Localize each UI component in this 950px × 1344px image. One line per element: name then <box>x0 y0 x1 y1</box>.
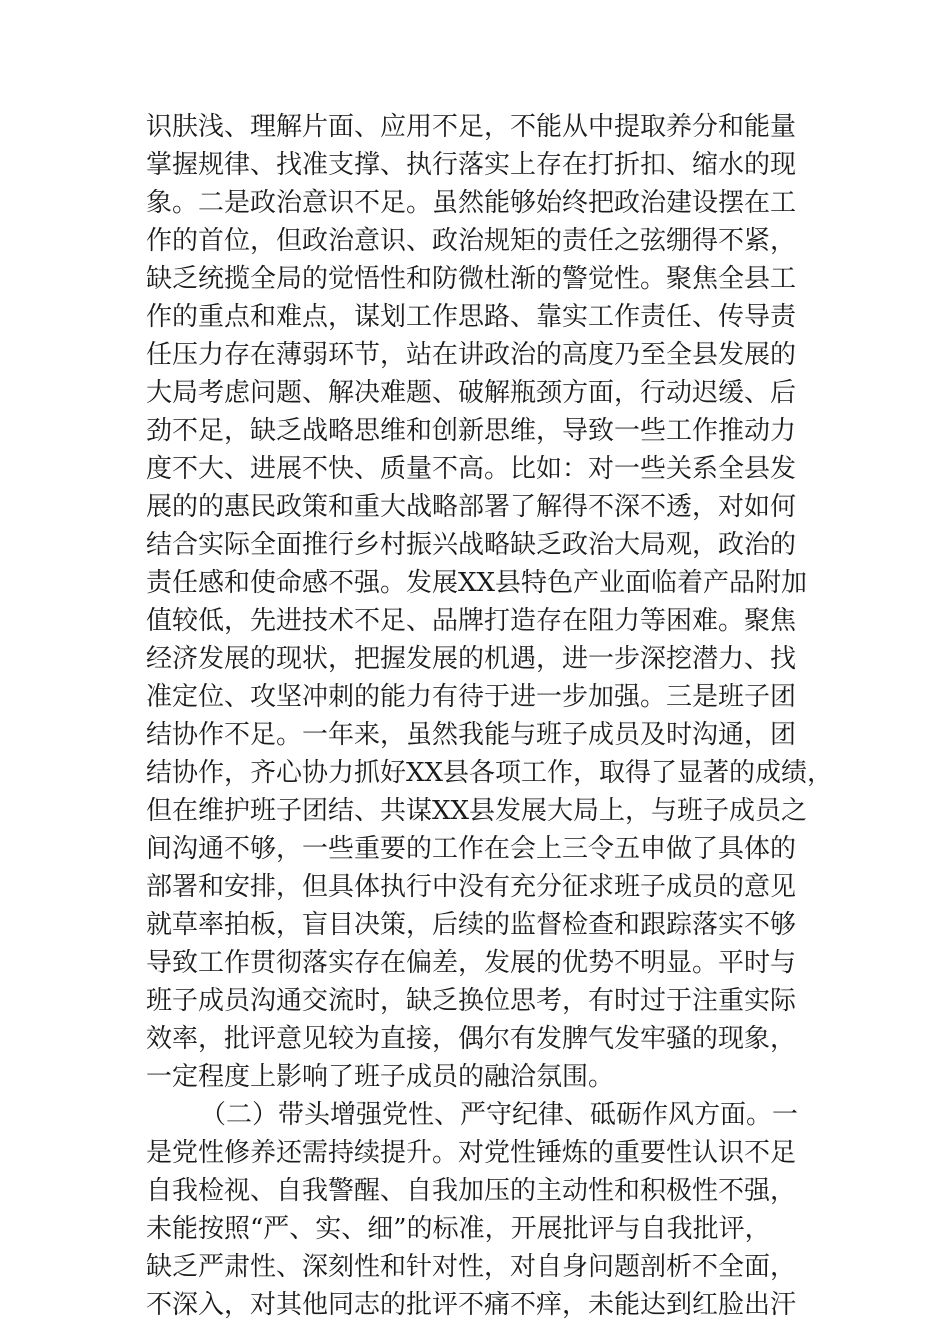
text-line: 作的首位，但政治意识、政治规矩的责任之弦绷得不紧， <box>146 226 797 256</box>
text-line: 度不大、进展不快、质量不高。比如：对一些关系全县发 <box>146 454 797 484</box>
text-line: 但在维护班子团结、共谋XX县发展大局上，与班子成员之 <box>146 796 808 826</box>
text-line: 导致工作贯彻落实存在偏差，发展的优势不明显。平时与 <box>146 948 797 978</box>
text-line: 班子成员沟通交流时，缺乏换位思考，有时过于注重实际 <box>146 986 797 1016</box>
text-line: 部署和安排，但具体执行中没有充分征求班子成员的意见 <box>146 872 797 902</box>
text-line: 值较低，先进技术不足、品牌打造存在阻力等困难。聚焦 <box>146 606 797 636</box>
text-line: 结协作不足。一年来，虽然我能与班子成员及时沟通，团 <box>146 720 797 750</box>
text-line: 识肤浅、理解片面、应用不足，不能从中提取养分和能量 <box>146 112 797 142</box>
text-line: 结协作，齐心协力抓好XX县各项工作，取得了显著的成绩， <box>146 758 834 788</box>
section-heading-line: （二）带头增强党性、严守纪律、砥砺作风方面。一 <box>200 1100 799 1130</box>
text-line: 作的重点和难点，谋划工作思路、靠实工作责任、传导责 <box>146 302 797 332</box>
text-line: 缺乏统揽全局的觉悟性和防微杜渐的警觉性。聚焦全县工 <box>146 264 797 294</box>
text-line: 劲不足，缺乏战略思维和创新思维，导致一些工作推动力 <box>146 416 797 446</box>
text-line: 未能按照“严、实、细”的标准，开展批评与自我批评， <box>146 1214 771 1244</box>
text-line: 任压力存在薄弱环节，站在讲政治的高度乃至全县发展的 <box>146 340 797 370</box>
text-line: 间沟通不够，一些重要的工作在会上三令五申做了具体的 <box>146 834 797 864</box>
text-line: 是党性修养还需持续提升。对党性锤炼的重要性认识不足 <box>146 1138 797 1168</box>
text-line: 就草率拍板，盲目决策，后续的监督检查和跟踪落实不够 <box>146 910 797 940</box>
text-line: 一定程度上影响了班子成员的融洽氛围。 <box>146 1062 615 1092</box>
text-line: 效率，批评意见较为直接，偶尔有发脾气发牢骚的现象， <box>146 1024 797 1054</box>
text-line: 自我检视、自我警醒、自我加压的主动性和积极性不强， <box>146 1176 797 1206</box>
text-line: 不深入，对其他同志的批评不痛不痒，未能达到红脸出汗 <box>146 1290 797 1320</box>
text-line: 大局考虑问题、解决难题、破解瓶颈方面，行动迟缓、后 <box>146 378 797 408</box>
text-line: 结合实际全面推行乡村振兴战略缺乏政治大局观，政治的 <box>146 530 797 560</box>
text-line: 责任感和使命感不强。发展XX县特色产业面临着产品附加 <box>146 568 808 598</box>
text-line: 掌握规律、找准支撑、执行落实上存在打折扣、缩水的现 <box>146 150 797 180</box>
text-line: 象。二是政治意识不足。虽然能够始终把政治建设摆在工 <box>146 188 797 218</box>
text-line: 展的的惠民政策和重大战略部署了解得不深不透，对如何 <box>146 492 797 522</box>
text-line: 准定位、攻坚冲刺的能力有待于进一步加强。三是班子团 <box>146 682 797 712</box>
text-line: 缺乏严肃性、深刻性和针对性，对自身问题剖析不全面， <box>146 1252 797 1282</box>
text-line: 经济发展的现状，把握发展的机遇，进一步深挖潜力、找 <box>146 644 797 674</box>
